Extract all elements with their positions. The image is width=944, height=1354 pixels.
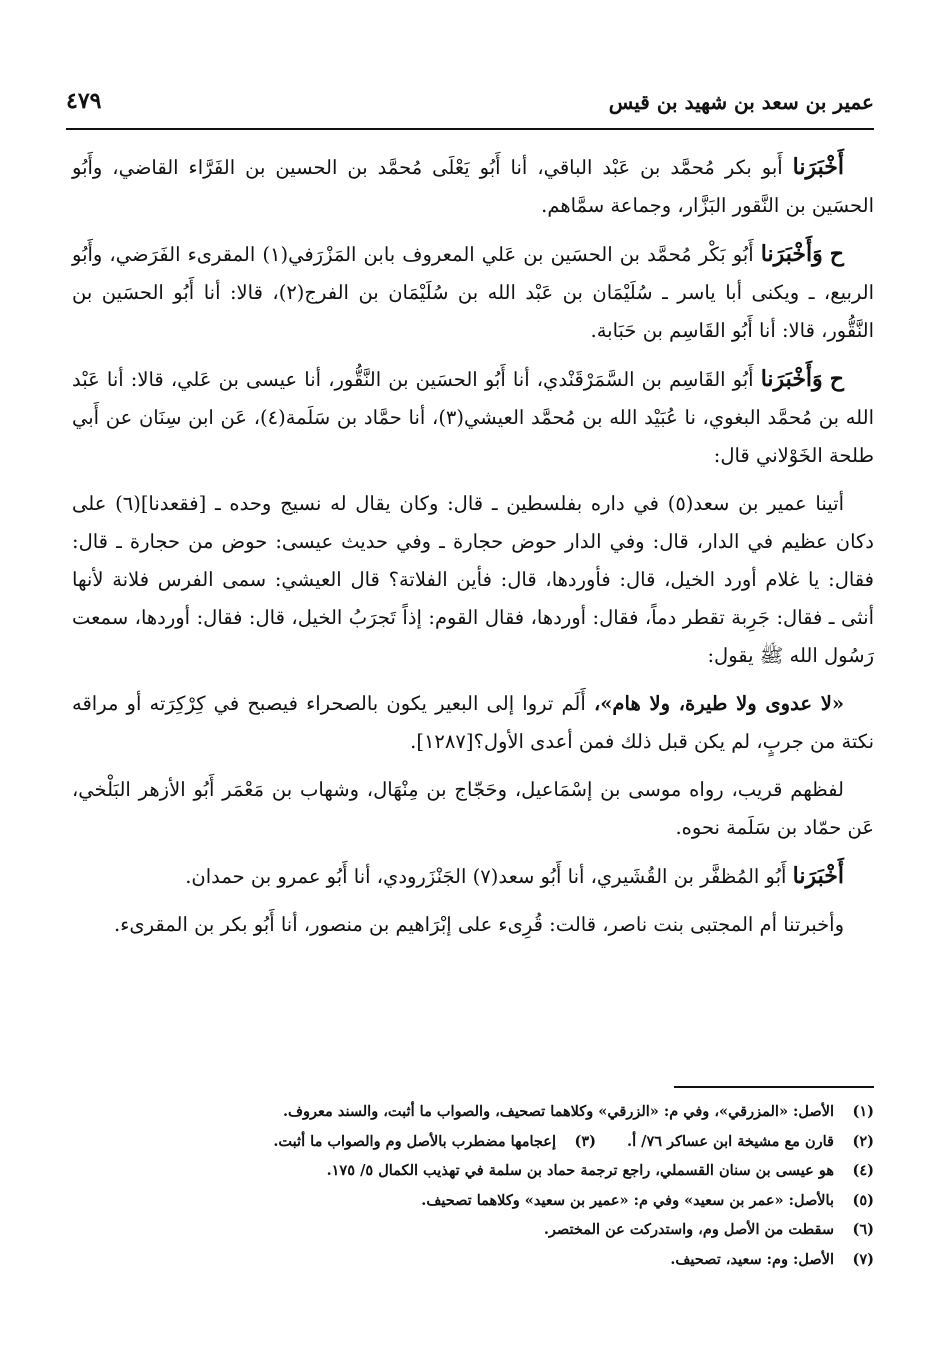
- header-rule: [66, 128, 874, 130]
- keyword: أَخْبَرَنا: [792, 863, 844, 889]
- footnote-text: بالأصل: «عمر بن سعيد» وفي م: «عمير بن سعيد» وكلاهما تصحيف.: [421, 1191, 834, 1209]
- paragraph-text: على دكان عظيم في الدار، قال: وفي الدار حوض حجارة ـ وفي حديث عيسى: حوض من حجارة ـ قال: فقال: يا غلام أورد الخيل، قال: فأوردها، قال: فأين الفلاتة؟ قال العيشي: سمى الفرس فلانة لأنها أنثى ـ فقال: جَرِبة تقطر دماً، فقال: أوردها، فقال القوم: إذاً تَجرَبُ الخيل، قال: فقال: أوردها، سمعت رَسُول الله ﷺ يقول:: [72, 492, 874, 667]
- main-text: [72, 148, 874, 954]
- paragraph-text: أتينا عمير بن سعد: [693, 492, 844, 515]
- paragraph-text: أَبُو المُظفَّر بن القُشَيري، أنا أَبُو سعد: [498, 865, 787, 888]
- paragraph-text: وأخبرتنا أم المجتبى بنت ناصر، قالت: قُرِىء على إبْرَاهيم بن منصور، أنا أَبُو بكر بن المقرىء.: [114, 913, 844, 936]
- footnote-ref: (١): [262, 243, 289, 266]
- footnote-text: إعجامها مضطرب بالأصل وم والصواب ما أثبت.: [273, 1132, 556, 1150]
- paragraph-text: أَلَم تروا إلى البعير يكون بالصحراء فيصبح في كِرْكِرَته أو مراقه نكتة من جربٍ، لم يكن قبل ذلك فمن أعدى الأول؟: [72, 692, 874, 753]
- hadith-quote: «لا عدوى ولا طيرة، ولا هام»،: [593, 692, 845, 715]
- footnote-text: هو عيسى بن سنان القسملي، راجع ترجمة حماد بن سلمة في تهذيب الكمال ٥/ ١٧٥.: [326, 1162, 834, 1179]
- footnote-mark: (٣): [574, 1132, 596, 1150]
- footnote-mark: (١): [852, 1103, 874, 1120]
- footnote-ref: (٢): [278, 281, 305, 304]
- footnote-ref: (٦): [115, 492, 141, 515]
- paragraph-1: [72, 148, 874, 225]
- paragraph-text: أَبو بكر مُحمَّد بن عَبْد الباقي، أنا أَبُو يَعْلَى مُحمَّد بن الحسين بن الفَرَّاء القاضي، وأَبُو الحسَين بن النَّقور البَزَّار، وجماعة سمَّاهم.: [72, 156, 874, 217]
- footnote-ref: (٤): [260, 406, 286, 429]
- footnote-text: الأصل: وم: سعيد، تصحيف.: [670, 1250, 834, 1268]
- paragraph-end: .: [410, 730, 417, 753]
- footnote-5: [72, 1186, 874, 1216]
- paragraph-4: [72, 485, 874, 675]
- paragraph-text: أَبُو بَكْر مُحمَّد بن الحسَين بن عَلي المعروف بابن المَزْرَفي: [288, 243, 754, 266]
- paragraph-text: الجَنْزَرودي، أنا أَبُو عمرو بن حمدان.: [185, 865, 467, 888]
- keyword: أَخْبَرَنا: [792, 154, 844, 180]
- paragraph-3: [72, 360, 874, 475]
- footnote-text: الأصل: «المزرقي»، وفي م: «الزرقي» وكلاهما تصحيف، والصواب ما أثبت، والسند معروف.: [282, 1103, 834, 1120]
- paragraph-7: [72, 857, 874, 896]
- footnote-mark: (٥): [852, 1191, 874, 1209]
- paragraph-text: ، قالا: أنا أَبُو الحسَين بن النَّقُّور، قالا: أنا أَبُو القَاسِم بن حَبَابة.: [72, 281, 874, 342]
- ha-symbol: ح: [829, 241, 844, 267]
- footnote-2: [72, 1127, 874, 1157]
- footnotes: [72, 1097, 874, 1274]
- running-title: عمير بن سعد بن شهيد بن قيس: [608, 90, 874, 114]
- paragraph-text: أَبُو القَاسِم بن السَّمَرْقَنْدي، أنا أَبُو الحسَين بن النَّقُّور، أنا عيسى بن عَلي، قالا: أنا عَبْد الله بن مُحمَّد البغوي، نا عُبَيْد الله بن مُحمَّد العيشي: [72, 368, 874, 429]
- footnote-ref: (٧): [472, 865, 499, 888]
- footnote-3: [273, 1133, 596, 1150]
- page-header: [66, 88, 874, 128]
- paragraph-text: في داره بفلسطين ـ قال: وكان يقال له نسيج وحده ـ [فقعدنا]: [140, 492, 659, 515]
- paragraph-text: المقرىء الفَرَضي، وأَبُو الربيع، ـ ويكنى أبا ياسر ـ سُلَيْمَان بن عَبْد الله بن سُلَيْمَان بن الفرج: [72, 243, 874, 304]
- footnote-text: قارن مع مشيخة ابن عساكر ٧٦/ أ.: [627, 1132, 834, 1150]
- ha-symbol: ح: [829, 366, 844, 392]
- paragraph-text: ، أنا حمَّاد بن سَلَمة: [285, 406, 439, 429]
- paragraph-text: ، عَن ابن سِنَان عن أَبي طلحة الخَوْلاني قال:: [72, 406, 874, 467]
- paragraph-text: لفظهم قريب، رواه موسى بن إسْمَاعيل، وحَجّاج بن مِنْهَال، وشهاب بن مَعْمَر أَبُو الأزهر البَلْخي، عَن حمّاد بن سَلَمة نحوه.: [72, 778, 874, 839]
- paragraph-8: [72, 906, 874, 944]
- footnote-6: [72, 1215, 874, 1245]
- footnote-rule: [674, 1086, 874, 1088]
- footnote-7: [72, 1245, 874, 1275]
- page-number: ٤٧٩: [66, 88, 102, 114]
- keyword: وَأَخْبَرَنا: [760, 366, 823, 392]
- paragraph-6: [72, 771, 874, 847]
- footnote-mark: (٤): [852, 1162, 874, 1179]
- keyword: وَأَخْبَرَنا: [760, 241, 823, 267]
- footnote-mark: (٧): [852, 1250, 874, 1268]
- footnote-ref: (٥): [667, 492, 694, 515]
- footnote-mark: (٦): [852, 1221, 874, 1238]
- footnote-4: [72, 1156, 874, 1186]
- paragraph-2: [72, 235, 874, 350]
- footnote-mark: (٢): [852, 1132, 874, 1150]
- footnote-text: سقطت من الأصل وم، واستدركت عن المختصر.: [543, 1221, 834, 1238]
- hadith-number: [١٢٨٧]: [416, 730, 474, 753]
- paragraph-5: [72, 685, 874, 761]
- footnote-1: [72, 1097, 874, 1127]
- footnote-ref: (٣): [438, 406, 465, 429]
